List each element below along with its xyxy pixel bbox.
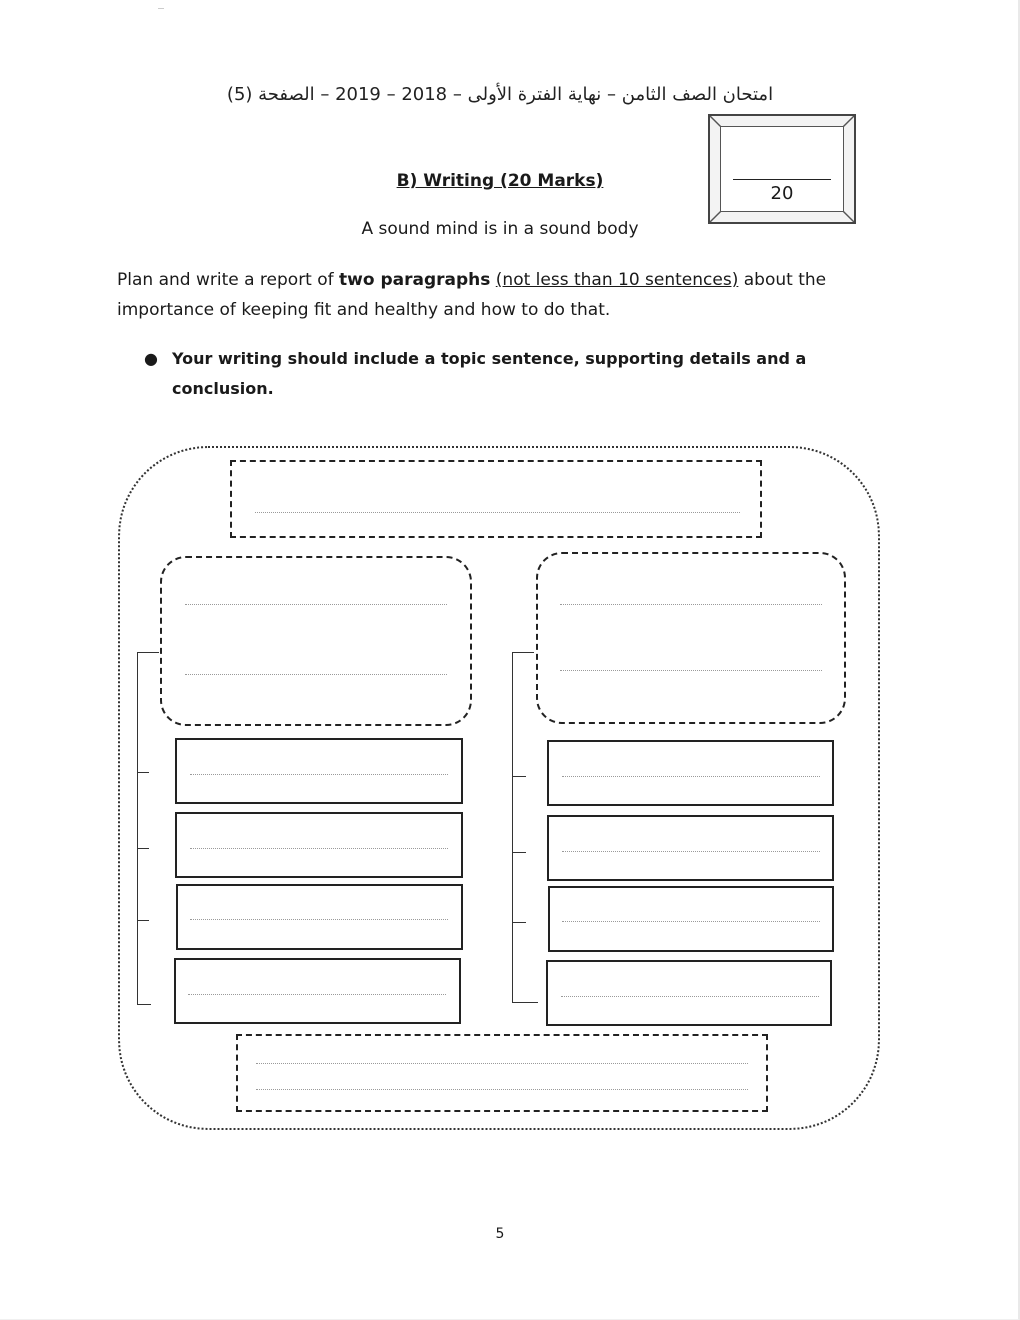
- left-detail-box-1[interactable]: [175, 738, 463, 804]
- instructions-bold: two paragraphs: [339, 270, 491, 290]
- right-bracket-top: [512, 652, 534, 653]
- right-bracket-tick-2: [512, 852, 526, 853]
- writing-topic: A sound mind is in a sound body: [361, 219, 639, 239]
- right-topic-line-1[interactable]: [560, 604, 822, 605]
- right-topic-line-2[interactable]: [560, 670, 822, 671]
- right-detail-box-3[interactable]: [548, 886, 834, 952]
- instructions-text-1: Plan and write a report of: [117, 270, 340, 290]
- instructions-underlined: (not less than 10 sentences): [495, 270, 739, 290]
- left-bracket: [137, 652, 138, 1004]
- left-topic-line-1[interactable]: [185, 604, 447, 605]
- right-bracket: [512, 652, 513, 1002]
- left-detail-line-4[interactable]: [188, 994, 446, 995]
- right-bracket-tick-3: [512, 922, 526, 923]
- right-detail-line-4[interactable]: [561, 996, 819, 997]
- bullet-text: Your writing should include a topic sentence, supporting details and a conclusion.: [172, 349, 807, 398]
- score-box: [708, 114, 856, 224]
- exam-header-arabic: امتحان الصف الثامن – نهاية الفترة الأولى – 2018 – 2019 – الصفحة (5): [226, 84, 774, 105]
- conclusion-line-1[interactable]: [256, 1063, 748, 1064]
- left-bracket-bottom: [137, 1004, 151, 1005]
- left-detail-line-3[interactable]: [190, 919, 448, 920]
- right-detail-box-2[interactable]: [547, 815, 834, 881]
- left-detail-line-1[interactable]: [190, 774, 448, 775]
- score-line: [733, 179, 831, 180]
- conclusion-box[interactable]: [236, 1034, 768, 1112]
- bullet-icon: ●: [144, 349, 158, 368]
- page-number: 5: [495, 1226, 505, 1242]
- title-box[interactable]: [230, 460, 762, 538]
- left-bracket-top: [137, 652, 159, 653]
- left-topic-line-2[interactable]: [185, 674, 447, 675]
- right-detail-box-4[interactable]: [546, 960, 832, 1026]
- section-title: B) Writing (20 Marks): [396, 171, 604, 191]
- left-topic-sentence-box[interactable]: [160, 556, 472, 726]
- left-bracket-tick-2: [137, 848, 149, 849]
- right-bracket-bottom: [512, 1002, 538, 1003]
- right-detail-box-1[interactable]: [547, 740, 834, 806]
- left-detail-box-3[interactable]: [176, 884, 463, 950]
- conclusion-line-2[interactable]: [256, 1089, 748, 1090]
- left-bracket-tick-3: [137, 920, 149, 921]
- score-total: 20: [770, 183, 794, 204]
- right-detail-line-1[interactable]: [562, 776, 820, 777]
- right-bracket-tick-1: [512, 776, 526, 777]
- title-writing-line[interactable]: [255, 512, 740, 513]
- right-detail-line-3[interactable]: [562, 921, 820, 922]
- left-detail-box-4[interactable]: [174, 958, 461, 1024]
- score-box-inner: [720, 126, 844, 212]
- right-detail-line-2[interactable]: [562, 851, 820, 852]
- bullet-requirement: [146, 344, 846, 404]
- left-detail-box-2[interactable]: [175, 812, 463, 878]
- writing-instructions: [117, 265, 877, 325]
- scan-mark: [158, 8, 164, 9]
- right-topic-sentence-box[interactable]: [536, 552, 846, 724]
- left-bracket-tick-1: [137, 772, 149, 773]
- instructions-text-2: about the importance of keeping fit and healthy and how to do that.: [117, 270, 827, 320]
- left-detail-line-2[interactable]: [190, 848, 448, 849]
